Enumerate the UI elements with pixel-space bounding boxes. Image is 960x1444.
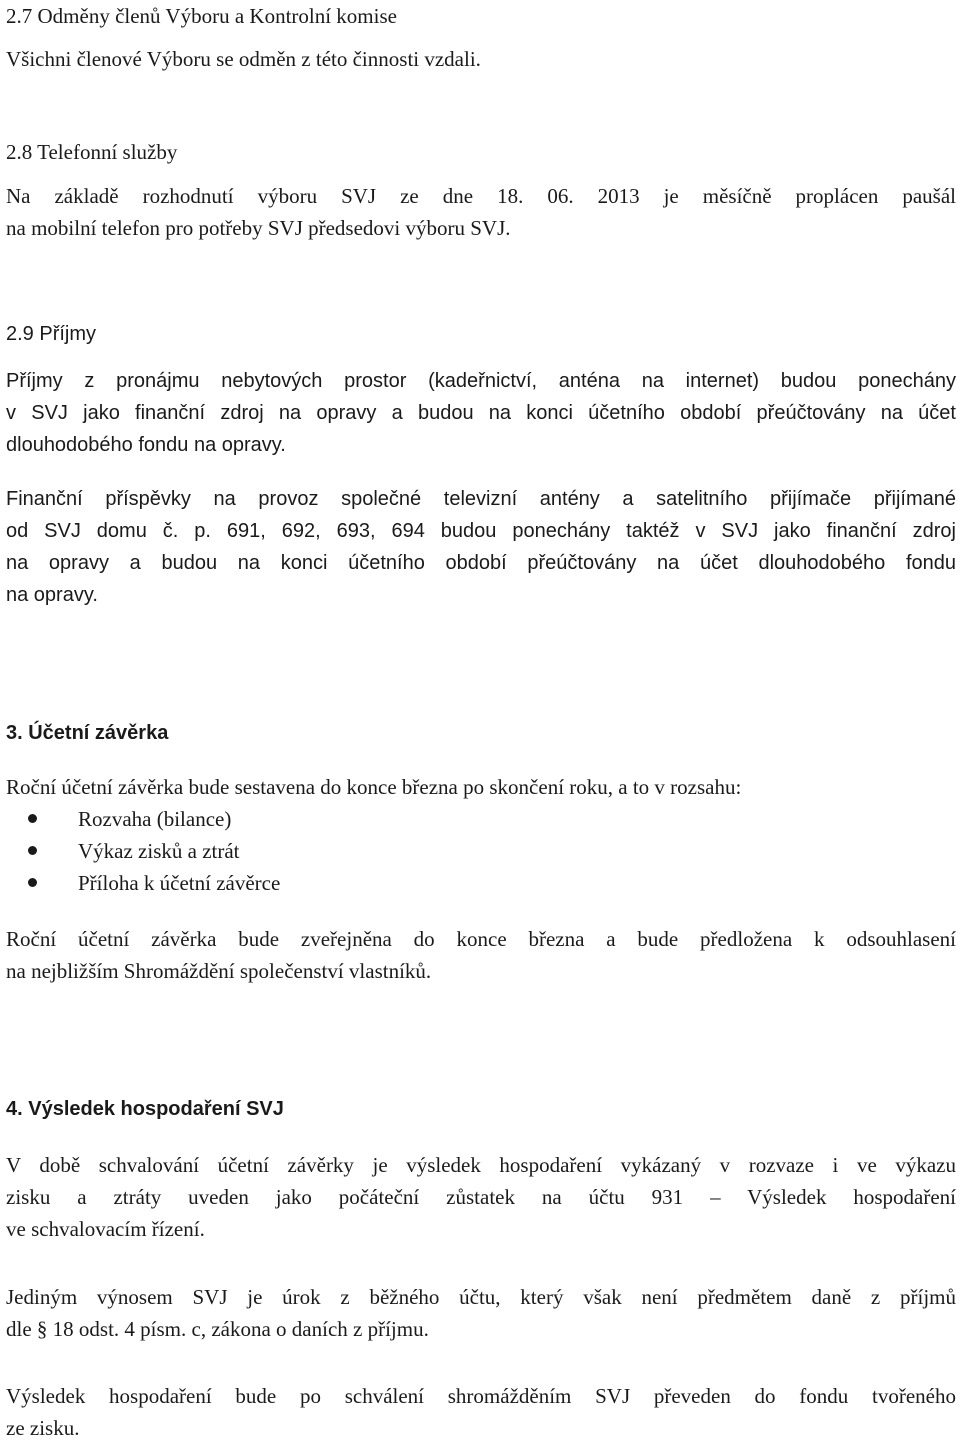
paragraph-line: Finanční příspěvky na provoz společné televizní antény a satelitního přijímače přijímané [6,488,956,510]
section-4-paragraph-1 [6,1149,956,1245]
paragraph-line: od SVJ domu č. p. 691, 692, 693, 694 budou ponechány taktéž v SVJ jako finanční zdroj [6,520,956,542]
paragraph-line: na mobilní telefon pro potřeby SVJ předsedovi výboru SVJ. [6,216,511,240]
list-item-label: Příloha k účetní závěrce [78,871,281,895]
section-2-8-paragraph [6,180,956,244]
list-item-label: Rozvaha (bilance) [78,807,232,831]
section-2-8-title: 2.8 Telefonní služby [6,140,178,164]
section-3-intro: Roční účetní závěrka bude sestavena do konce března po skončení roku, a to v rozsahu: [6,775,742,799]
section-3-bullet-list [6,803,956,899]
paragraph-line: Jediným výnosem SVJ je úrok z běžného účtu, který však není předmětem daně z příjmů [6,1285,956,1309]
paragraph-line: ve schvalovacím řízení. [6,1217,205,1241]
paragraph-line: v SVJ jako finanční zdroj na opravy a budou na konci účetního období přeúčtovány na účet [6,402,956,424]
paragraph-line: V době schvalování účetní závěrky je výsledek hospodaření vykázaný v rozvaze i ve výkazu [6,1153,956,1177]
section-2-9-title: 2.9 Příjmy [6,323,97,345]
section-2-7-text: Všichni členové Výboru se odměn z této činnosti vzdali. [6,47,481,71]
section-3-title: 3. Účetní závěrka [6,722,169,744]
paragraph-line: na nejbližším Shromáždění společenství vlastníků. [6,959,432,983]
bullet-icon [28,878,37,887]
list-item-label: Výkaz zisků a ztrát [78,839,240,863]
paragraph-line: dlouhodobého fondu na opravy. [6,434,286,456]
list-item [6,867,956,899]
bullet-icon [28,846,37,855]
section-4-paragraph-3 [6,1380,956,1444]
list-item [6,835,956,867]
bullet-icon [28,814,37,823]
section-2-9-paragraph-1 [6,365,956,461]
paragraph-line: Roční účetní závěrka bude zveřejněna do konce března a bude předložena k odsouhlasení [6,927,956,951]
list-item [6,803,956,835]
section-4-title: 4. Výsledek hospodaření SVJ [6,1098,284,1120]
paragraph-line: dle § 18 odst. 4 písm. c, zákona o daních z příjmu. [6,1317,429,1341]
section-2-9-paragraph-2 [6,483,956,611]
section-3-paragraph-2 [6,923,956,987]
section-4-paragraph-2 [6,1281,956,1345]
paragraph-line: na opravy a budou na konci účetního období přeúčtovány na účet dlouhodobého fondu [6,552,956,574]
paragraph-line: Výsledek hospodaření bude po schválení shromážděním SVJ převeden do fondu tvořeného [6,1384,956,1408]
paragraph-line: Na základě rozhodnutí výboru SVJ ze dne 18. 06. 2013 je měsíčně proplácen paušál [6,184,956,208]
paragraph-line: na opravy. [6,584,98,606]
paragraph-line: Příjmy z pronájmu nebytových prostor (kadeřnictví, anténa na internet) budou ponechány [6,370,956,392]
paragraph-line: zisku a ztráty uveden jako počáteční zůstatek na účtu 931 – Výsledek hospodaření [6,1185,956,1209]
paragraph-line: ze zisku. [6,1416,80,1440]
section-2-7-title: 2.7 Odměny členů Výboru a Kontrolní komise [6,4,397,28]
